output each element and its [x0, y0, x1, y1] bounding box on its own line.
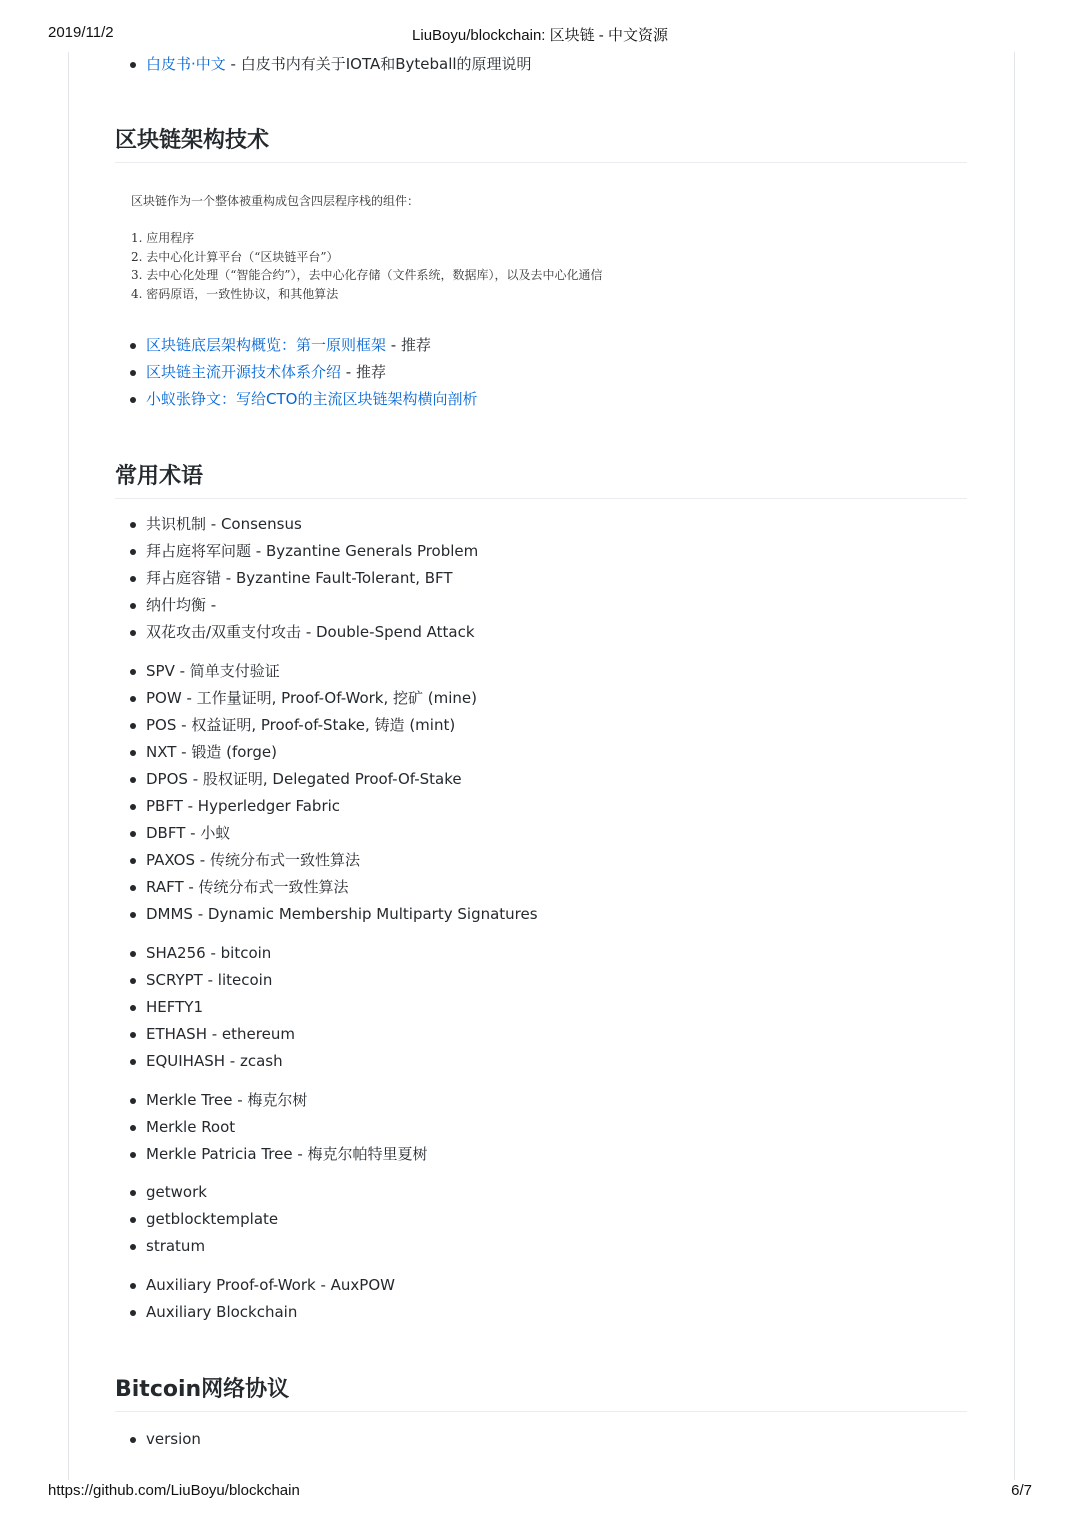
list-item: Merkle Tree - 梅克尔树 [115, 1087, 967, 1114]
list-item: 纳什均衡 - [115, 592, 967, 619]
list-item: NXT - 锻造 (forge) [115, 739, 967, 766]
list-item: 拜占庭容错 - Byzantine Fault-Tolerant, BFT [115, 565, 967, 592]
architecture-links [115, 332, 967, 413]
list-item: DMMS - Dynamic Membership Multiparty Signatures [115, 901, 967, 928]
arch-link-opensource[interactable]: 区块链主流开源技术体系介绍 [146, 363, 342, 381]
list-item-text: - 推荐 [341, 363, 386, 381]
list-item [115, 51, 967, 78]
list-item: Auxiliary Blockchain [115, 1299, 967, 1326]
list-item: 拜占庭将军问题 - Byzantine Generals Problem [115, 538, 967, 565]
list-item: Merkle Root [115, 1114, 967, 1141]
list-item-text: - 白皮书内有关于IOTA和Byteball的原理说明 [225, 55, 532, 73]
list-item: EQUIHASH - zcash [115, 1048, 967, 1075]
print-footer [0, 1482, 1080, 1506]
list-item-text: - 推荐 [386, 336, 431, 354]
list-item: Auxiliary Proof-of-Work - AuxPOW [115, 1272, 967, 1299]
list-item: PAXOS - 传统分布式一致性算法 [115, 847, 967, 874]
list-item [115, 332, 967, 359]
list-item: 双花攻击/双重支付攻击 - Double-Spend Attack [115, 619, 967, 646]
list-item: SHA256 - bitcoin [115, 940, 967, 967]
list-item: SCRYPT - litecoin [115, 967, 967, 994]
list-item: PBFT - Hyperledger Fabric [115, 793, 967, 820]
terms-group-2 [115, 658, 967, 928]
section-architecture [115, 124, 967, 163]
code-line: 2. 去中心化计算平台（“区块链平台”） [131, 249, 339, 264]
code-line: 3. 去中心化处理（“智能合约”），去中心化存储（文件系统，数据库），以及去中心化通信 [131, 268, 603, 282]
print-header [0, 24, 1080, 48]
list-item: POS - 权益证明, Proof-of-Stake, 铸造 (mint) [115, 712, 967, 739]
print-url: https://github.com/LiuBoyu/blockchain [48, 1482, 300, 1499]
list-item: Merkle Patricia Tree - 梅克尔帕特里夏树 [115, 1141, 967, 1168]
list-item: RAFT - 传统分布式一致性算法 [115, 874, 967, 901]
list-item: getblocktemplate [115, 1206, 967, 1233]
whitepaper-link[interactable]: 白皮书·中文 [146, 55, 226, 73]
list-item: version [115, 1426, 967, 1453]
list-item: stratum [115, 1233, 967, 1260]
terms-group-3 [115, 940, 967, 1075]
bitcoin-list [115, 1426, 967, 1453]
code-line: 4. 密码原语，一致性协议，和其他算法 [131, 286, 339, 301]
section-heading-terms: 常用术语 [115, 460, 967, 499]
whitepaper-list [115, 51, 967, 78]
list-item [115, 359, 967, 386]
terms-group-5 [115, 1179, 967, 1260]
list-item: DPOS - 股权证明, Delegated Proof-Of-Stake [115, 766, 967, 793]
architecture-code-block [115, 192, 967, 211]
print-date: 2019/11/2 [48, 24, 114, 41]
architecture-code-lines [115, 229, 967, 303]
code-line: 1. 应用程序 [131, 231, 195, 245]
terms-group-1 [115, 511, 967, 646]
list-item: 共识机制 - Consensus [115, 511, 967, 538]
terms-group-4 [115, 1087, 967, 1168]
terms-group-6 [115, 1272, 967, 1326]
print-page-title: LiuBoyu/blockchain: 区块链 - 中文资源 [412, 27, 668, 44]
section-heading-bitcoin: Bitcoin网络协议 [115, 1373, 967, 1412]
list-item: SPV - 简单支付验证 [115, 658, 967, 685]
section-bitcoin-protocol [115, 1373, 967, 1412]
section-terms [115, 460, 967, 499]
page-number: 6/7 [1011, 1482, 1032, 1499]
list-item: ETHASH - ethereum [115, 1021, 967, 1048]
list-item: getwork [115, 1179, 967, 1206]
list-item: POW - 工作量证明, Proof-Of-Work, 挖矿 (mine) [115, 685, 967, 712]
section-heading-architecture: 区块链架构技术 [115, 124, 967, 163]
arch-link-cto[interactable]: 小蚁张铮文：写给CTO的主流区块链架构横向剖析 [146, 390, 478, 408]
list-item: DBFT - 小蚁 [115, 820, 967, 847]
list-item: HEFTY1 [115, 994, 967, 1021]
code-intro: 区块链作为一个整体被重构成包含四层程序栈的组件： [131, 194, 420, 208]
list-item [115, 386, 967, 413]
arch-link-overview[interactable]: 区块链底层架构概览：第一原则框架 [146, 336, 387, 354]
